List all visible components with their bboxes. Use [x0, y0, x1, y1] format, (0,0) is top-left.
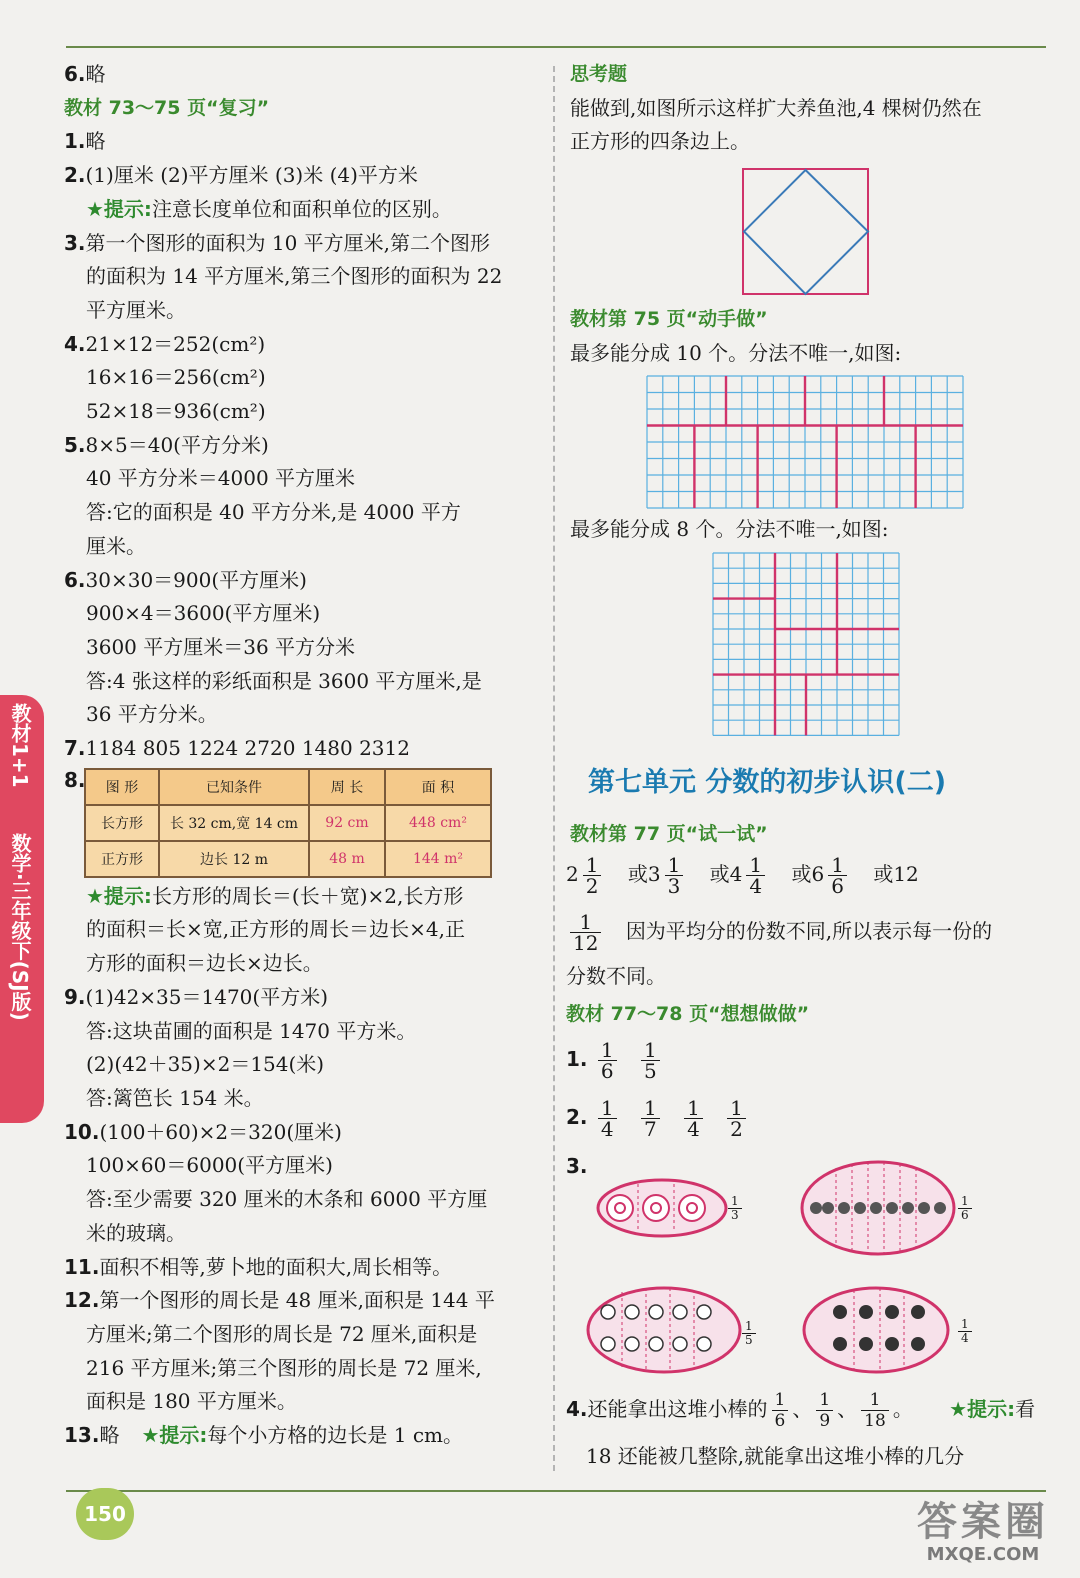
fraction: $\frac{1}{5}$ — [641, 1040, 660, 1081]
oval-animals-6 — [798, 1156, 960, 1260]
answer-line: 3. — [566, 1154, 588, 1178]
page-number: 150 — [76, 1488, 134, 1540]
fraction: $\frac{1}{2}$ — [727, 1098, 746, 1139]
try-answer-row: 2 $\frac{1}{2}$ 或3 $\frac{1}{3}$ 或4 $\frac{1}{4}$ 或6 $\frac{1}{6}$ 或12 — [566, 853, 919, 898]
table-cell: 已知条件 — [159, 769, 309, 805]
fraction: $\frac{1}{12}$ — [570, 912, 601, 953]
side-tab — [0, 695, 44, 1123]
answer-line: 能做到,如图所示这样扩大养鱼池,4 棵树仍然在 — [570, 95, 982, 120]
table-block: 8. 图 形 已知条件 周 长 面 积 长方形 长 32 cm,宽 14 cm 92 cm 448 cm² 正方形 边长 12 m 48 m 144 m² — [64, 768, 548, 880]
answer-line: 正方形的四条边上。 — [570, 129, 750, 154]
answer-line: 16×16＝256(cm²) — [86, 365, 266, 390]
answer-line: 12.第一个图形的周长是 48 厘米,面积是 144 平 — [64, 1288, 495, 1313]
section-heading: 教材第 75 页“动手做” — [570, 308, 768, 330]
answer-line: 2. $\frac{1}{4}$ $\frac{1}{7}$ $\frac{1}{4}$ $\frac{1}{2}$ — [566, 1098, 750, 1139]
answer-line: 面积是 180 平方厘米。 — [86, 1389, 297, 1414]
table-cell: 周 长 — [309, 769, 385, 805]
table-cell: 448 cm² — [385, 805, 491, 841]
answer-line: 答:它的面积是 40 平方分米,是 4000 平方 — [86, 500, 461, 525]
oval-animals-4 — [800, 1282, 956, 1378]
flower-icon — [607, 1195, 705, 1221]
fraction: $\frac{1}{6}$ — [772, 1390, 789, 1431]
answer-line: 最多能分成 10 个。分法不唯一,如图: — [570, 341, 902, 365]
table-cell: 长方形 — [85, 805, 159, 841]
tip-line: ★提示:长方形的周长＝(长＋宽)×2,长方形 — [86, 883, 464, 908]
top-rule — [66, 46, 1046, 48]
answer-line: 5.8×5＝40(平方分米) — [64, 432, 269, 457]
answer-line: 米的玻璃。 — [86, 1220, 186, 1245]
fraction: $\frac{1}{5}$ — [742, 1320, 756, 1347]
answer-line: 100×60＝6000(平方厘米) — [86, 1153, 333, 1178]
fraction: $\frac{1}{7}$ — [641, 1098, 660, 1139]
answer-line: 答:篱笆长 154 米。 — [86, 1085, 264, 1110]
inner-square — [744, 170, 868, 294]
fraction: $\frac{1}{6}$ — [598, 1040, 617, 1081]
right-column — [570, 58, 1044, 159]
oval-flowers — [596, 1176, 746, 1240]
watermark-url: MXQE.COM — [926, 1544, 1040, 1565]
fraction: $\frac{1}{6}$ — [828, 855, 847, 896]
column-separator — [553, 66, 555, 1471]
section-heading: 思考题 — [570, 63, 628, 85]
table-row — [85, 805, 491, 841]
tip-line: 18 还能被几整除,就能拿出这堆小棒的几分 — [586, 1444, 965, 1468]
answer-line: (2)(42＋35)×2＝154(米) — [86, 1052, 325, 1077]
answer-line: 厘米。 — [86, 533, 146, 558]
answer-line: 13.略 ★提示:每个小方格的边长是 1 cm。 — [64, 1423, 463, 1448]
answer-line: 6.略 — [64, 62, 106, 86]
left-column — [64, 58, 548, 1453]
fraction: $\frac{1}{4}$ — [746, 855, 765, 896]
answer-line: 答:至少需要 320 厘米的木条和 6000 平方厘 — [86, 1187, 488, 1212]
table-cell: 边长 12 m — [159, 841, 309, 877]
watermark — [898, 1500, 1068, 1572]
answer-line: 4.还能拿出这堆小棒的 $\frac{1}{6}$ 、 $\frac{1}{9}$ 、 $\frac{1}{18}$ 。 ★提示:看 — [566, 1390, 1036, 1431]
answer-line: 最多能分成 8 个。分法不唯一,如图: — [570, 517, 889, 541]
tip-line: 方形的面积＝边长×边长。 — [86, 951, 323, 976]
answer-line: 3600 平方厘米＝36 平方分米 — [86, 634, 356, 659]
fraction: $\frac{1}{4}$ — [958, 1318, 972, 1345]
answer-line: 平方厘米。 — [86, 297, 186, 322]
table-cell: 图 形 — [85, 769, 159, 805]
table-cell: 面 积 — [385, 769, 491, 805]
answer-line: 2.(1)厘米 (2)平方厘米 (3)米 (4)平方米 — [64, 163, 418, 188]
try-explain-row: $\frac{1}{12}$ 因为平均分的份数不同,所以表示每一份的 — [566, 912, 992, 953]
answer-line: 1. $\frac{1}{6}$ $\frac{1}{5}$ — [566, 1040, 664, 1081]
side-tab-bottom: 数学·三年级下(SJ版) — [8, 833, 32, 1021]
answer-line: 9.(1)42×35＝1470(平方米) — [64, 984, 329, 1009]
section-heading: 教材 73～75 页“复习” — [64, 96, 270, 119]
answer-line: 3.第一个图形的面积为 10 平方厘米,第二个图形 — [64, 230, 491, 255]
pond-figure — [742, 168, 870, 296]
table-cell: 48 m — [309, 841, 385, 877]
table-header-row — [85, 769, 491, 805]
answer-line: 40 平方分米＝4000 平方厘米 — [86, 466, 356, 491]
answer-line: 分数不同。 — [566, 964, 666, 988]
answer-line: 6.30×30＝900(平方厘米) — [64, 567, 307, 592]
fraction: $\frac{1}{3}$ — [665, 855, 684, 896]
tip-line: ★提示:注意长度单位和面积单位的区别。 — [86, 196, 452, 221]
answer-line: 10.(100＋60)×2＝320(厘米) — [64, 1119, 342, 1144]
section-heading: 教材 77～78 页“想想做做” — [566, 1003, 810, 1025]
answer-table — [84, 768, 492, 878]
table-cell: 长 32 cm,宽 14 cm — [159, 805, 309, 841]
animal-icon — [810, 1202, 946, 1214]
answer-line: 11.面积不相等,萝卜地的面积大,周长相等。 — [64, 1254, 453, 1279]
watermark-main: 答案圈 — [917, 1499, 1049, 1545]
answer-line: 1.略 — [64, 129, 106, 154]
bottom-rule — [66, 1490, 1046, 1492]
fraction: $\frac{1}{18}$ — [861, 1390, 889, 1431]
side-tab-top: 教材1+1 — [8, 703, 32, 788]
oval-chicks-5 — [584, 1282, 746, 1378]
section-heading: 教材第 77 页“试一试” — [570, 823, 768, 845]
fraction: $\frac{1}{4}$ — [598, 1098, 617, 1139]
answer-line: 36 平方分米。 — [86, 702, 218, 727]
answer-line: 4.21×12＝252(cm²) — [64, 331, 266, 356]
table-cell: 正方形 — [85, 841, 159, 877]
fraction: $\frac{1}{6}$ — [958, 1195, 972, 1222]
table-cell: 144 m² — [385, 841, 491, 877]
tip-line: 的面积＝长×宽,正方形的周长＝边长×4,正 — [86, 917, 465, 942]
answer-line: 216 平方厘米;第三个图形的周长是 72 厘米, — [86, 1355, 482, 1380]
fraction: $\frac{1}{2}$ — [583, 855, 602, 896]
grid-figure-10 — [646, 375, 966, 509]
answer-line: 52×18＝936(cm²) — [86, 399, 266, 424]
table-row — [85, 841, 491, 877]
answer-line: 的面积为 14 平方厘米,第三个图形的面积为 22 — [86, 264, 503, 289]
table-cell: 92 cm — [309, 805, 385, 841]
grid-figure-8 — [712, 552, 902, 738]
unit-title: 第七单元 分数的初步认识(二) — [588, 767, 947, 798]
answer-line: 答:这块苗圃的面积是 1470 平方米。 — [86, 1018, 417, 1043]
answer-line: 答:4 张这样的彩纸面积是 3600 平方厘米,是 — [86, 668, 482, 693]
answer-line: 900×4＝3600(平方厘米) — [86, 601, 321, 626]
answer-line: 方厘米;第二个图形的周长是 72 厘米,面积是 — [86, 1321, 478, 1346]
fraction: $\frac{1}{4}$ — [684, 1098, 703, 1139]
answer-line: 7.1184 805 1224 2720 1480 2312 — [64, 736, 410, 761]
fraction: $\frac{1}{3}$ — [728, 1195, 742, 1222]
fraction: $\frac{1}{9}$ — [816, 1390, 833, 1431]
outer-square — [743, 169, 868, 294]
